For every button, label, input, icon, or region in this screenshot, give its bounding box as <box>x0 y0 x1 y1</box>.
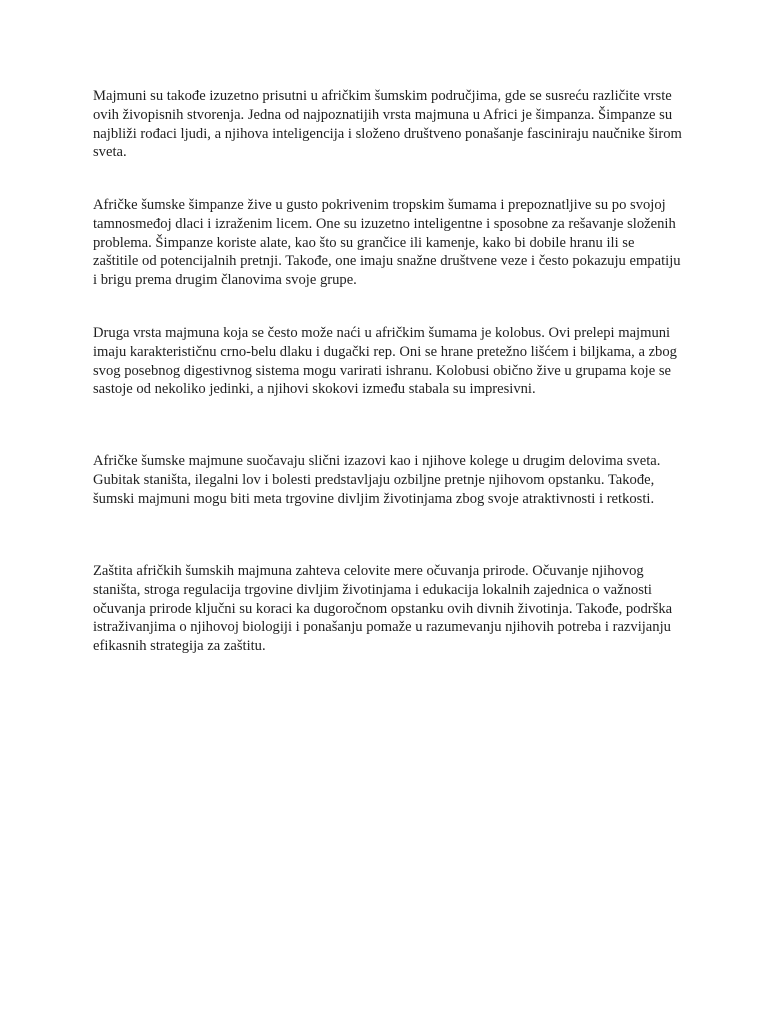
paragraph-5: Zaštita afričkih šumskih majmuna zahteva celovite mere očuvanja prirode. Očuvanje njihovog staništa, stroga regulacija trgovine divljim životinjama i edukacija lokalnih zajednica o važnosti očuvanja prirode ključni su koraci ka dugoročnom opstanku ovih divnih životinja. Takođe, podrška istraživanjima o njihovoj biologiji i ponašanju pomaže u razumevanju njihovih potreba i razvijanju efikasnih strategija za zaštitu. <box>93 563 673 655</box>
paragraph-3: Druga vrsta majmuna koja se često može naći u afričkim šumama je kolobus. Ovi prelepi majmuni imaju karakterističnu crno-belu dlaku i dugački rep. Oni se hrane pretežno lišćem i biljkama, a zbog svog posebnog digestivnog sistema mogu varirati ishranu. Kolobusi obično žive u grupama koje se sastoje od nekoliko jedinki, a njihovi skokovi između stabala su impresivni. <box>93 325 677 398</box>
paragraph-2: Afričke šumske šimpanze žive u gusto pokrivenim tropskim šumama i prepoznatljive su po svojoj tamnosmeđoj dlaci i izraženim licem. One su izuzetno inteligentne i sposobne za rešavanje složenih problema. Šimpanze koriste alate, kao što su grančice ili kamenje, kako bi dobile hranu ili se zaštitile od potencijalnih pretnji. Takođe, one imaju snažne društvene veze i često pokazuju empatiju i brigu prema drugim članovima svoje grupe. <box>93 197 681 289</box>
paragraph-4: Afričke šumske majmune suočavaju slični izazovi kao i njihove kolege u drugim delovima sveta. Gubitak staništa, ilegalni lov i bolesti predstavljaju ozbiljne pretnje njihovom opstanku. Takođe, šumski majmuni mogu biti meta trgovine divljim životinjama zbog svoje atraktivnosti i retkosti. <box>93 453 661 507</box>
paragraph-1: Majmuni su takođe izuzetno prisutni u afričkim šumskim područjima, gde se susreću različite vrste ovih živopisnih stvorenja. Jedna od najpoznatijih vrsta majmuna u Africi je šimpanza. Šimpanze su najbliži rođaci ljudi, a njihova inteligencija i složeno društveno ponašanje fasciniraju naučnike širom sveta. <box>93 88 682 161</box>
